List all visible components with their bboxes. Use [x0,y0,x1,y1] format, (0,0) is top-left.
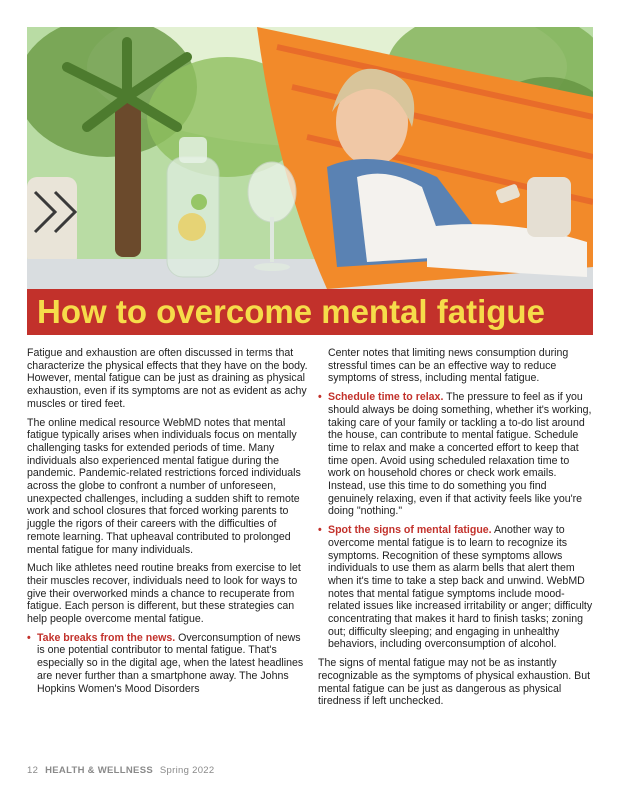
bullet-lead: Take breaks from the news. [37,631,176,644]
bullet-dot: • [318,391,322,404]
bullet-news-breaks-continued: Center notes that limiting news consumption during stressful times can be an effective way to reduce symptoms of stress, including mental fatigue. [328,347,569,385]
strategies-paragraph: Much like athletes need routine breaks from exercise to let their muscles recover, individuals need to look for ways to give their overworked minds a chance to recuperate from fatigue. Each person is different, but these strategies can help people overcome mental fatigue. [27,562,301,626]
bullet-schedule-relax [318,391,594,518]
page-number: 12 [27,765,39,776]
bullet-spot-signs [318,524,594,651]
right-column [318,347,594,714]
bullet-lead: Schedule time to relax. [328,391,444,404]
page-footer [27,765,214,776]
bullet-text: Another way to overcome mental fatigue is to learn to recognize its symptoms. Recognition of these symptoms allows individuals to use them as alarm bells that alert them when it's time to take a step back and unwind. WebMD notes that mental fatigue symptoms include mood-related issues like increased irritability or anger; difficulty concentrating that makes it hard to finish tasks; zoning out; difficulty sleeping; and engaging in unhealthy behaviors, including overconsumption of alcohol. [328,524,593,651]
bullet-text: Overconsumption of news is one potential contributor to mental fatigue. That's especially so in the digital age, when the latest headlines are never further than a smartphone away. The Johns Hopkins Women's Mood Disorders [37,631,304,695]
bullet-lead: Spot the signs of mental fatigue. [328,524,492,537]
bullet-news-breaks [27,632,308,696]
article-title: How to overcome mental fatigue [37,293,545,330]
bullet-dot: • [27,631,31,644]
left-column [27,347,308,701]
footer-issue: Spring 2022 [159,765,215,776]
closing-paragraph: The signs of mental fatigue may not be as instantly recognizable as the symptoms of physical exhaustion. But mental fatigue can be just as dangerous as physical tiredness if left unchecked. [318,657,591,708]
intro-paragraph: Fatigue and exhaustion are often discussed in terms that characterize the physical effects that they have on the body. However, mental fatigue can be just as draining as physical exhaustion, even if its symptoms are not as evident as achy muscles or tired feet. [27,347,308,410]
footer-section: HEALTH & WELLNESS [45,765,153,776]
webmd-paragraph: The online medical resource WebMD notes that mental fatigue typically arises when individuals focus on mentally challenging tasks for extended periods of time. Many individuals also experienced mental fatigue during the pandemic. Pandemic-related restrictions forced individuals across the globe to confront a number of unforeseen, unexpected challenges, including a sudden shift to remote work and school closures that forced working parents to juggle the rigors of their careers with the difficulties of remote learning. That upheaval contributed to prolonged mental fatigue for many individuals. [27,416,301,556]
hero-photo [27,27,593,289]
bullet-text: The pressure to feel as if you should always be doing something, whether it's working, taking care of your family or tackling a to-do list around the house, can contribute to mental fatigue. Schedule time to relax and make a concerted effort to keep that time open. Avoid using scheduled relaxation time to work on household chores or check work emails. Instead, use this time to do something you find genuinely relaxing, even if that activity feels like you're doing "nothing." [328,391,592,518]
title-banner [27,289,593,335]
bullet-dot: • [318,524,322,537]
hero-illustration [27,27,593,289]
